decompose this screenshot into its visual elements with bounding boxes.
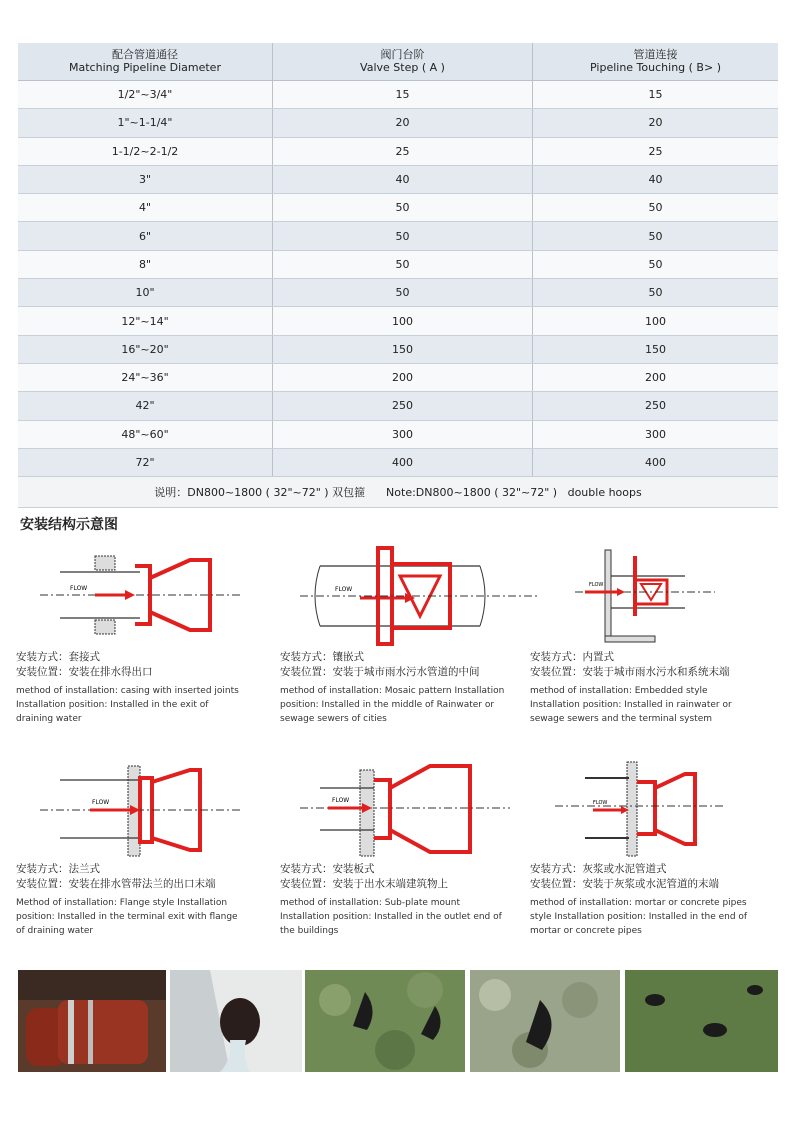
flow-label: FLOW [589,582,604,588]
cell-pipeline-touching: 50 [533,222,779,250]
cell-diameter: 42" [18,392,273,420]
install-caption-4 [16,862,246,938]
install-description: method of installation: Sub-plate mount Installation position: Installed in the outlet end of the buildings [280,898,502,936]
table-row [18,307,778,335]
install-description: method of installation: casing with inserted joints Installation position: Installed in the exit of draining water [16,686,239,724]
table-row [18,222,778,250]
install-method: 安装方式：安装板式 [280,863,375,875]
header-cn: 配合管道通径 [112,48,178,61]
valve-duckbill [390,766,470,852]
table-note-row [18,477,778,508]
table-row [18,194,778,222]
cell-diameter: 12"~14" [18,307,273,335]
cell-pipeline-touching: 100 [533,307,779,335]
cell-diameter: 24"~36" [18,363,273,391]
install-position: 安装位置：安装在排水管带法兰的出口末端 [16,878,216,890]
cell-pipeline-touching: 50 [533,250,779,278]
cell-pipeline-touching: 40 [533,165,779,193]
install-caption-5 [280,862,510,938]
install-description: method of installation: mortar or concrete pipes style Installation position: Installed in the end of mortar or concrete pipes [530,898,748,936]
cell-valve-step: 50 [273,222,533,250]
cell-pipeline-touching: 15 [533,81,779,109]
cell-diameter: 1-1/2~2-1/2 [18,137,273,165]
table-row [18,392,778,420]
flow-label: FLOW [70,585,88,592]
table-row [18,448,778,476]
install-method: 安装方式：法兰式 [16,863,100,875]
cell-diameter: 3" [18,165,273,193]
cell-diameter: 16"~20" [18,335,273,363]
install-description: method of installation: Mosaic pattern Installation position: Installed in the middle of Rainwater or sewage sewers of cities [280,686,505,724]
concrete-block [95,620,115,634]
cell-valve-step: 150 [273,335,533,363]
install-position: 安装位置：安装在排水得出口 [16,666,153,678]
cell-valve-step: 250 [273,392,533,420]
photo-grass-valves [625,970,778,1072]
photo-flange-valve [18,970,166,1072]
col-header-diameter [18,43,273,81]
table-note: 说明：DN800~1800 ( 32"~72" ) 双包箍 Note:DN800~1800 ( 32"~72" ) double hoops [18,477,778,508]
cell-pipeline-touching: 150 [533,335,779,363]
cell-pipeline-touching: 300 [533,420,779,448]
diagram-subplate [300,758,540,858]
cell-valve-step: 50 [273,250,533,278]
install-position: 安装位置：安装于出水末端建筑物上 [280,878,448,890]
table-row [18,420,778,448]
col-header-pipeline-touching [533,43,779,81]
flow-arrow-head [617,588,625,596]
cell-diameter: 4" [18,194,273,222]
install-method: 安装方式：套接式 [16,651,100,663]
photo-wall-outlet [170,970,302,1072]
install-caption-1 [16,650,246,726]
install-method: 安装方式：内置式 [530,651,614,663]
valve-body [374,780,390,838]
table-row [18,279,778,307]
install-method: 安装方式：灰浆或水泥管道式 [530,863,667,875]
cell-diameter: 72" [18,448,273,476]
cell-pipeline-touching: 20 [533,109,779,137]
table-row [18,335,778,363]
cell-valve-step: 25 [273,137,533,165]
section-title: 安装结构示意图 [20,517,118,533]
table-row [18,137,778,165]
concrete-block [95,556,115,570]
concrete-wall [360,770,374,856]
install-caption-3 [530,650,760,726]
header-cn: 阀门台阶 [380,48,425,61]
cell-pipeline-touching: 50 [533,279,779,307]
cell-pipeline-touching: 200 [533,363,779,391]
diagram-mortar [555,758,790,858]
cell-valve-step: 100 [273,307,533,335]
diagram-casing [40,548,280,648]
cell-valve-step: 40 [273,165,533,193]
cell-valve-step: 15 [273,81,533,109]
header-en: Matching Pipeline Diameter [69,61,221,74]
table-body [18,81,778,477]
flow-label: FLOW [332,797,350,804]
header-en: Pipeline Touching ( B> ) [590,61,721,74]
valve-duckbill [655,774,695,844]
flow-arrow-head [125,590,135,600]
cell-diameter: 8" [18,250,273,278]
table-row [18,363,778,391]
cell-valve-step: 200 [273,363,533,391]
photo-stone-wall-valves [305,970,465,1072]
table-row [18,81,778,109]
cell-pipeline-touching: 25 [533,137,779,165]
table-header-row [18,43,778,81]
install-caption-2 [280,650,510,726]
install-position: 安装位置：安装于城市雨水污水管道的中间 [280,666,480,678]
concrete-wall [627,762,637,856]
install-description: Method of installation: Flange style Installation position: Installed in the terminal exit with flange of draining water [16,898,238,936]
cell-valve-step: 300 [273,420,533,448]
table-row [18,165,778,193]
photo-stone-wall-valve [470,970,620,1072]
flow-label: FLOW [335,586,353,593]
cell-diameter: 1"~1-1/4" [18,109,273,137]
cell-diameter: 48"~60" [18,420,273,448]
flow-label: FLOW [593,800,608,806]
install-method: 安装方式：镶嵌式 [280,651,364,663]
install-description: method of installation: Embedded style Installation position: Installed in rainwater or sewage sewers and the terminal system [530,686,732,724]
diagram-flange [40,758,280,858]
wall [605,550,611,642]
cell-pipeline-touching: 400 [533,448,779,476]
install-caption-6 [530,862,760,938]
cell-diameter: 10" [18,279,273,307]
install-position: 安装位置：安装于城市雨水污水和系统末端 [530,666,730,678]
cell-diameter: 6" [18,222,273,250]
table-row [18,109,778,137]
header-cn: 管道连接 [633,48,678,61]
cell-valve-step: 50 [273,279,533,307]
diagram-mosaic [300,546,540,646]
valve-body [637,782,655,834]
spec-table [18,43,778,508]
wall-base [605,636,655,642]
cell-diameter: 1/2"~3/4" [18,81,273,109]
cell-pipeline-touching: 250 [533,392,779,420]
install-position: 安装位置：安装于灰浆或水泥管道的末端 [530,878,719,890]
cell-valve-step: 50 [273,194,533,222]
cell-valve-step: 400 [273,448,533,476]
diagram-embedded [555,546,790,646]
table-row [18,250,778,278]
cell-pipeline-touching: 50 [533,194,779,222]
cell-valve-step: 20 [273,109,533,137]
flow-label: FLOW [92,799,110,806]
col-header-valve-step [273,43,533,81]
header-en: Valve Step ( A ) [360,61,445,74]
